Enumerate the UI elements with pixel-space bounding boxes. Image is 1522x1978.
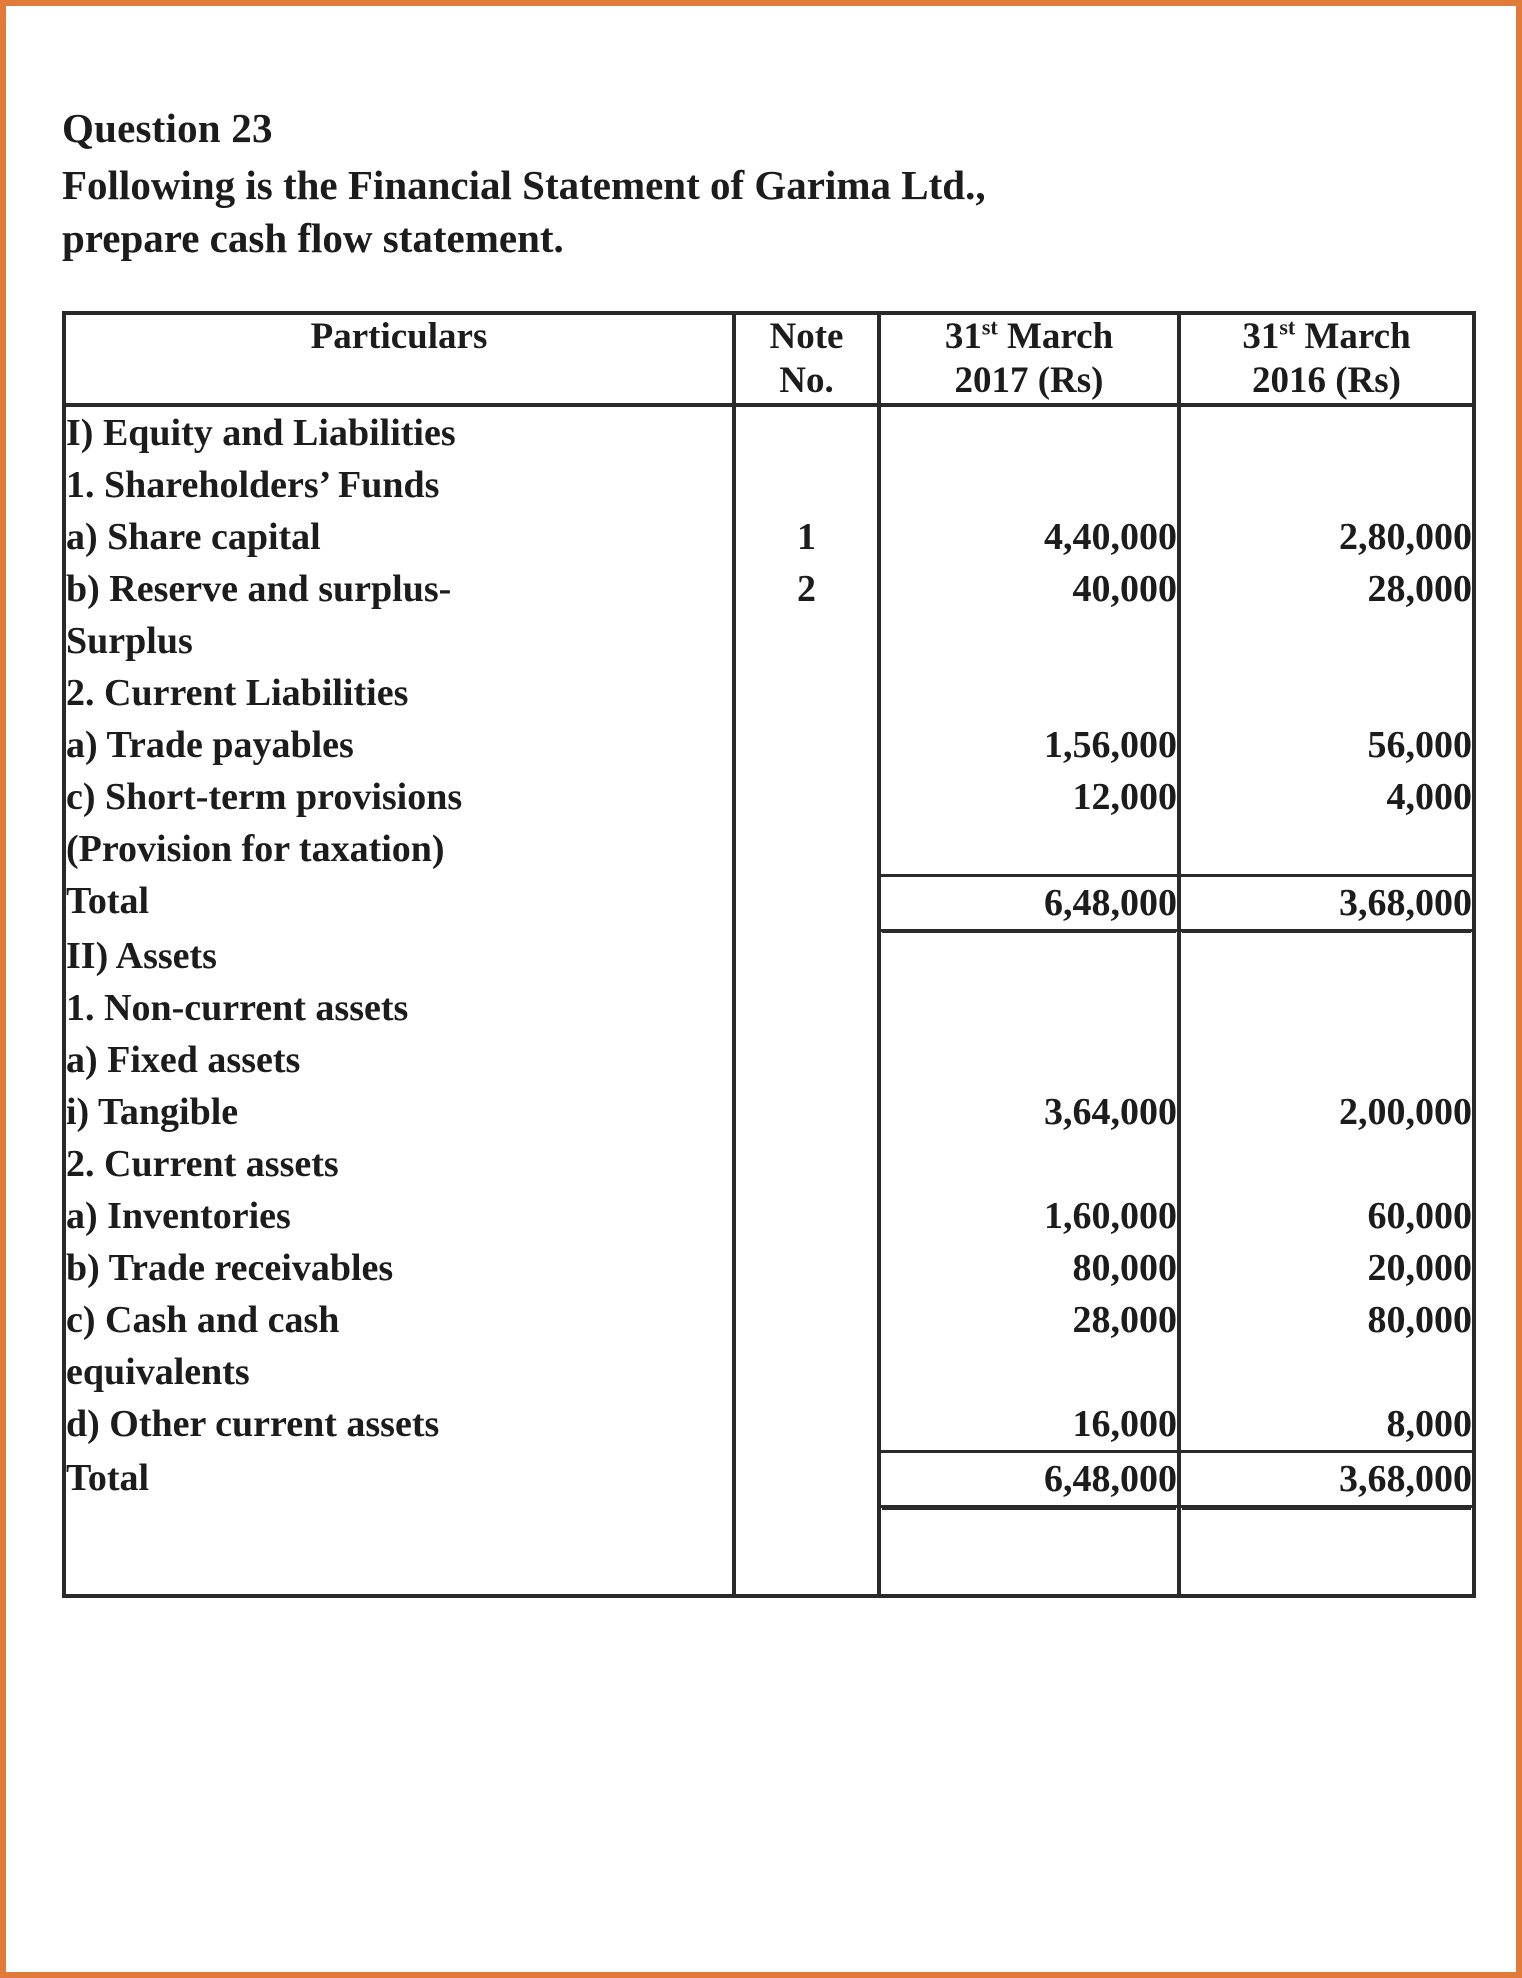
table-row <box>64 1294 1474 1346</box>
cell-year-2017: 40,000 <box>879 563 1179 615</box>
cell-note-no <box>734 1507 879 1597</box>
cell-year-2017 <box>879 823 1179 875</box>
cell-particulars: equivalents <box>64 1346 734 1398</box>
cell-year-2017: 1,56,000 <box>879 719 1179 771</box>
document-content <box>62 102 1472 1598</box>
table-row <box>64 405 1474 459</box>
cell-year-2016: 2,80,000 <box>1339 516 1472 558</box>
cell-year-2016: 20,000 <box>1367 1247 1472 1289</box>
cell-particulars: b) Trade receivables <box>64 1242 734 1294</box>
cell-particulars: d) Other current assets <box>64 1398 734 1452</box>
cell-particulars: i) Tangible <box>64 1086 734 1138</box>
year2-line-2: 2016 (Rs) <box>1251 360 1401 401</box>
cell-particulars: a) Share capital <box>64 511 734 563</box>
cell-year-2017: 6,48,000 <box>879 875 1179 930</box>
table-row <box>64 1346 1474 1398</box>
cell-year-2016 <box>1179 1346 1474 1398</box>
table-row <box>64 1138 1474 1190</box>
cell-year-2016 <box>1179 405 1474 459</box>
cell-year-2017 <box>879 1138 1179 1190</box>
cell-year-2016 <box>1179 823 1474 875</box>
table-row <box>64 511 1474 563</box>
cell-year-2016 <box>1179 1507 1474 1597</box>
cell-year-2017: 16,000 <box>879 1398 1179 1452</box>
column-header-year-2016 <box>1179 313 1474 405</box>
cell-note-no <box>734 982 879 1034</box>
cell-note-no <box>734 875 879 930</box>
cell-year-2017 <box>879 615 1179 667</box>
cell-year-2016 <box>1179 982 1474 1034</box>
cell-particulars: 2. Current assets <box>64 1138 734 1190</box>
cell-year-2016: 4,000 <box>1386 776 1472 818</box>
cell-note-no <box>734 1398 879 1452</box>
table-row-empty <box>64 1507 1474 1597</box>
cell-particulars: c) Short-term provisions <box>64 771 734 823</box>
table-header <box>64 313 1474 405</box>
cell-year-2016: 3,68,000 <box>1179 1452 1474 1507</box>
cell-particulars: 1. Shareholders’ Funds <box>64 459 734 511</box>
cell-particulars: a) Inventories <box>64 1190 734 1242</box>
cell-particulars: a) Trade payables <box>64 719 734 771</box>
cell-year-2017: 3,64,000 <box>879 1086 1179 1138</box>
cell-note-no <box>734 1034 879 1086</box>
table-row <box>64 1190 1474 1242</box>
question-intro-line-1: Following is the Financial Statement of Garima Ltd., <box>62 162 986 208</box>
table-row <box>64 459 1474 511</box>
cell-particulars: 1. Non-current assets <box>64 982 734 1034</box>
cell-year-2017 <box>879 1507 1179 1597</box>
cell-year-2016 <box>1179 667 1474 719</box>
cell-note-no <box>734 615 879 667</box>
table-row <box>64 667 1474 719</box>
cell-year-2017: 28,000 <box>879 1294 1179 1346</box>
table-row <box>64 1398 1474 1452</box>
question-intro <box>62 159 1142 265</box>
question-intro-line-2: prepare cash flow statement. <box>62 215 564 261</box>
cell-particulars: (Provision for taxation) <box>64 823 734 875</box>
cell-year-2017 <box>879 930 1179 982</box>
cell-year-2016 <box>1179 1138 1474 1190</box>
cell-note-no <box>734 823 879 875</box>
cell-note-no <box>734 459 879 511</box>
cell-year-2017: 12,000 <box>879 771 1179 823</box>
cell-note-no <box>734 1138 879 1190</box>
column-header-note-no <box>734 313 879 405</box>
year2-month: March <box>1295 316 1411 357</box>
year1-line-2: 2017 (Rs) <box>954 360 1104 401</box>
cell-particulars <box>64 1507 734 1597</box>
cell-particulars: 2. Current Liabilities <box>64 667 734 719</box>
cell-year-2017 <box>879 667 1179 719</box>
column-header-particulars: Particulars <box>64 313 734 405</box>
cell-particulars: Total <box>64 1452 734 1507</box>
table-row <box>64 823 1474 875</box>
cell-year-2016 <box>1179 459 1474 511</box>
cell-note-no <box>734 719 879 771</box>
cell-note-no <box>734 667 879 719</box>
cell-particulars: II) Assets <box>64 930 734 982</box>
cell-year-2016 <box>1179 930 1474 982</box>
cell-year-2017 <box>879 459 1179 511</box>
cell-note-no: 1 <box>734 511 879 563</box>
cell-year-2017: 1,60,000 <box>879 1190 1179 1242</box>
cell-year-2016: 8,000 <box>1386 1403 1472 1445</box>
cell-year-2017 <box>879 982 1179 1034</box>
cell-year-2017 <box>879 405 1179 459</box>
cell-note-no <box>734 1242 879 1294</box>
cell-particulars: Surplus <box>64 615 734 667</box>
cell-note-no <box>734 771 879 823</box>
cell-year-2016: 60,000 <box>1367 1195 1472 1237</box>
cell-year-2017 <box>879 1346 1179 1398</box>
table-row <box>64 1086 1474 1138</box>
table-row <box>64 719 1474 771</box>
cell-year-2016: 2,00,000 <box>1339 1091 1472 1133</box>
table-row-total <box>64 1452 1474 1507</box>
question-number: Question 23 <box>62 105 273 151</box>
cell-particulars: b) Reserve and surplus- <box>64 563 734 615</box>
table-row-total <box>64 875 1474 930</box>
cell-year-2016 <box>1179 615 1474 667</box>
table-row <box>64 930 1474 982</box>
year2-day: 31 <box>1242 316 1280 357</box>
cell-note-no <box>734 1086 879 1138</box>
column-header-year-2017 <box>879 313 1179 405</box>
note-header-line-2: No. <box>779 360 834 401</box>
table-body <box>64 405 1474 1596</box>
cell-note-no <box>734 405 879 459</box>
table-row <box>64 771 1474 823</box>
cell-year-2017: 80,000 <box>879 1242 1179 1294</box>
cell-note-no <box>734 1294 879 1346</box>
table-header-row <box>64 313 1474 405</box>
year1-month: March <box>997 316 1114 357</box>
cell-year-2017 <box>879 1034 1179 1086</box>
table-row <box>64 563 1474 615</box>
cell-particulars: I) Equity and Liabilities <box>64 405 734 459</box>
note-header-line-1: Note <box>769 316 844 357</box>
table-row <box>64 1034 1474 1086</box>
year2-ordinal: st <box>1279 314 1296 340</box>
year1-ordinal: st <box>981 314 998 340</box>
cell-note-no <box>734 1346 879 1398</box>
cell-year-2017: 6,48,000 <box>879 1452 1179 1507</box>
cell-note-no <box>734 930 879 982</box>
cell-particulars: c) Cash and cash <box>64 1294 734 1346</box>
table-row <box>64 982 1474 1034</box>
cell-note-no: 2 <box>734 563 879 615</box>
cell-year-2016: 3,68,000 <box>1179 875 1474 930</box>
year1-day: 31 <box>944 316 982 357</box>
balance-sheet-table <box>62 311 1476 1598</box>
cell-year-2016: 80,000 <box>1367 1299 1472 1341</box>
cell-year-2016 <box>1179 1034 1474 1086</box>
cell-year-2017: 4,40,000 <box>879 511 1179 563</box>
cell-particulars: Total <box>64 875 734 930</box>
cell-note-no <box>734 1190 879 1242</box>
table-row <box>64 615 1474 667</box>
cell-particulars: a) Fixed assets <box>64 1034 734 1086</box>
table-row <box>64 1242 1474 1294</box>
cell-year-2016: 28,000 <box>1367 568 1472 610</box>
cell-year-2016: 56,000 <box>1367 724 1472 766</box>
cell-note-no <box>734 1452 879 1507</box>
